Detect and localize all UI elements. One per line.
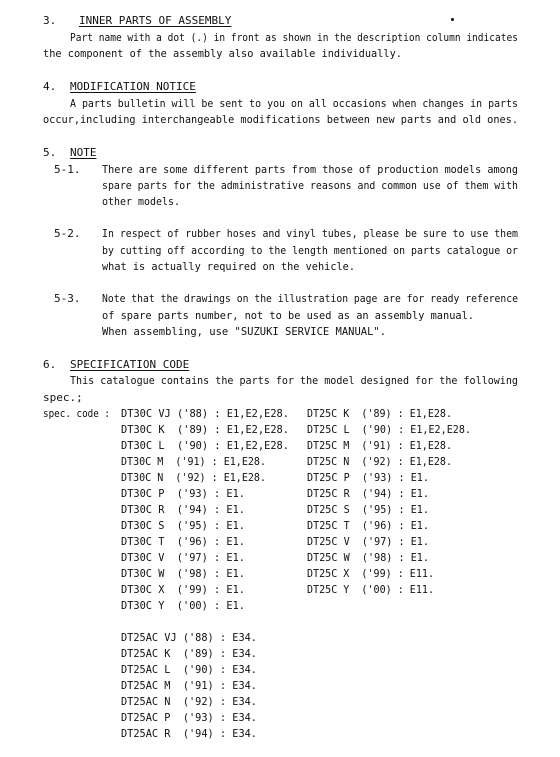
- section-4-line-2: occur,including interchangeable modifications between new parts and old ones.: [43, 113, 519, 126]
- section-3-heading: INNER PARTS OF ASSEMBLY: [79, 14, 232, 27]
- note-5-1-line-2: spare parts for the administrative reasons and common use of them with: [102, 179, 518, 192]
- section-5-heading: NOTE: [70, 146, 97, 159]
- speck-mark: [451, 18, 454, 21]
- spec-row: DT25AC R ('94) : E34.: [121, 727, 257, 740]
- spec-row: DT25AC P ('93) : E34.: [121, 711, 257, 724]
- section-6-number: 6.: [43, 358, 57, 371]
- spec-row: DT25C N ('92) : E1,E28.: [307, 455, 452, 468]
- note-5-3-line-3: When assembling, use "SUZUKI SERVICE MANUAL".: [102, 325, 387, 338]
- spec-row: DT30C T ('96) : E1.: [121, 535, 246, 548]
- spec-row: DT25C S ('95) : E1.: [307, 503, 430, 516]
- spec-row: DT30C Y ('00) : E1.: [121, 599, 246, 612]
- spec-row: DT25C P ('93) : E1.: [307, 471, 430, 484]
- section-3-number: 3.: [43, 14, 57, 27]
- spec-row: DT25AC N ('92) : E34.: [121, 695, 257, 708]
- note-5-3-line-1: Note that the drawings on the illustration page are for ready reference: [102, 292, 518, 305]
- section-3-line-2: the component of the assembly also available individually.: [43, 47, 402, 60]
- spec-row: DT25C V ('97) : E1.: [307, 535, 430, 548]
- note-5-2-line-3: what is actually required on the vehicle.: [102, 260, 356, 273]
- section-6-line-2: spec.;: [43, 391, 83, 404]
- spec-row: DT25AC L ('90) : E34.: [121, 663, 257, 676]
- spec-row: DT30C W ('98) : E1.: [121, 567, 246, 580]
- note-5-2-line-1: In respect of rubber hoses and vinyl tubes, please be sure to use them: [102, 227, 518, 240]
- spec-row: DT30C L ('90) : E1,E2,E28.: [121, 439, 289, 452]
- spec-row: DT30C X ('99) : E1.: [121, 583, 246, 596]
- section-6-heading: SPECIFICATION CODE: [70, 358, 190, 371]
- spec-row: DT25C M ('91) : E1,E28.: [307, 439, 452, 452]
- section-4-line-1: A parts bulletin will be sent to you on all occasions when changes in parts: [70, 97, 518, 110]
- spec-row: DT25AC VJ ('88) : E34.: [121, 631, 257, 644]
- spec-row: DT30C V ('97) : E1.: [121, 551, 246, 564]
- spec-row: DT30C N ('92) : E1,E28.: [121, 471, 266, 484]
- spec-row: DT30C S ('95) : E1.: [121, 519, 246, 532]
- spec-code-label: spec. code :: [43, 407, 110, 420]
- section-3-line-1: Part name with a dot (.) in front as shown in the description column indicates: [70, 31, 519, 44]
- note-5-3-number: 5-3.: [54, 292, 81, 305]
- spec-row: DT25C T ('96) : E1.: [307, 519, 430, 532]
- spec-row: DT25C W ('98) : E1.: [307, 551, 430, 564]
- note-5-1-line-1: There are some different parts from those of production models among: [102, 163, 518, 176]
- spec-row: DT30C R ('94) : E1.: [121, 503, 246, 516]
- spec-row: DT30C P ('93) : E1.: [121, 487, 246, 500]
- spec-row: DT25AC K ('89) : E34.: [121, 647, 257, 660]
- spec-row: DT25C X ('99) : E11.: [307, 567, 435, 580]
- note-5-1-number: 5-1.: [54, 163, 81, 176]
- note-5-1-line-3: other models.: [102, 195, 181, 208]
- spec-row: DT25C Y ('00) : E11.: [307, 583, 435, 596]
- spec-row: DT30C VJ ('88) : E1,E2,E28.: [121, 407, 289, 420]
- spec-row: DT30C K ('89) : E1,E2,E28.: [121, 423, 289, 436]
- spec-row: DT30C M ('91) : E1,E28.: [121, 455, 266, 468]
- section-5-number: 5.: [43, 146, 57, 159]
- spec-row: DT25C L ('90) : E1,E2,E28.: [307, 423, 472, 436]
- spec-row: DT25AC M ('91) : E34.: [121, 679, 257, 692]
- section-6-line-1: This catalogue contains the parts for the model designed for the following: [70, 374, 518, 387]
- spec-row: DT25C K ('89) : E1,E28.: [307, 407, 452, 420]
- spec-row: DT25C R ('94) : E1.: [307, 487, 430, 500]
- section-4-heading: MODIFICATION NOTICE: [70, 80, 196, 93]
- note-5-3-line-2: of spare parts number, not to be used as an assembly manual.: [102, 309, 475, 322]
- section-4-number: 4.: [43, 80, 57, 93]
- note-5-2-line-2: by cutting off according to the length mentioned on parts catalogue or: [102, 244, 518, 257]
- note-5-2-number: 5-2.: [54, 227, 81, 240]
